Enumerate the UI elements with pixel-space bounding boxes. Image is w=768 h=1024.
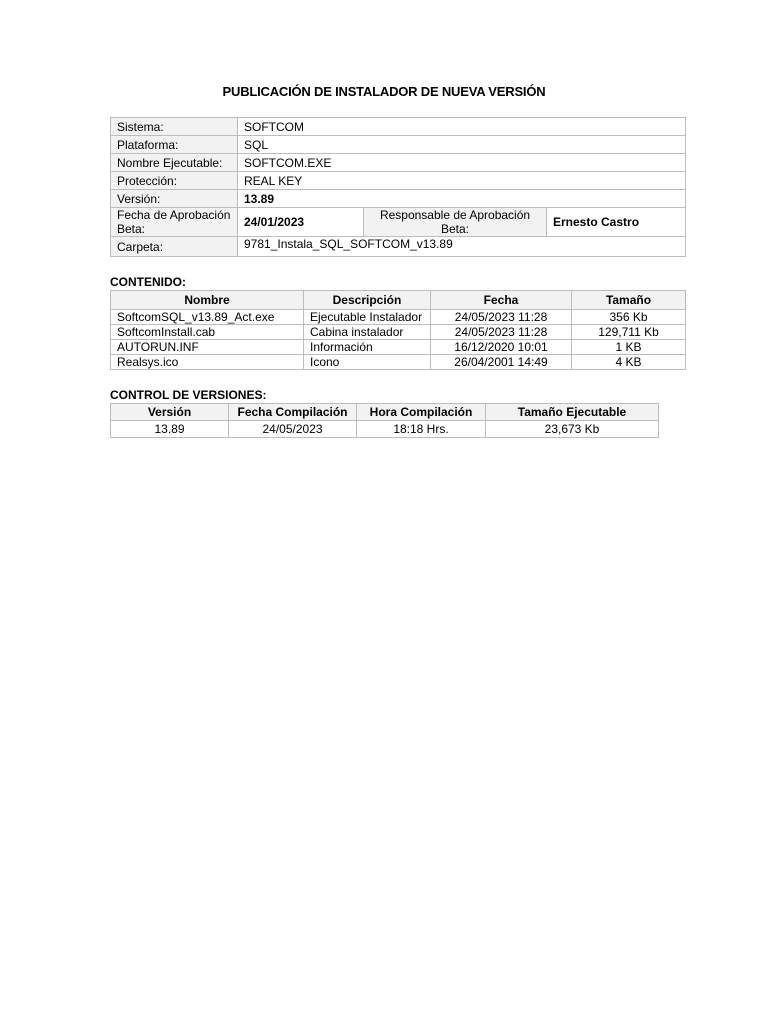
cell-hora-compilacion: 18:18 Hrs. bbox=[357, 421, 486, 438]
cell-nombre: SoftcomSQL_v13.89_Act.exe bbox=[111, 310, 304, 325]
col-version: Versión bbox=[111, 404, 229, 421]
control-heading: CONTROL DE VERSIONES: bbox=[110, 388, 267, 402]
plataforma-value: SQL bbox=[238, 136, 686, 154]
info-row-proteccion bbox=[111, 172, 686, 190]
col-tamano-ejecutable: Tamaño Ejecutable bbox=[486, 404, 659, 421]
contenido-table bbox=[110, 290, 686, 370]
col-tamano: Tamaño bbox=[572, 291, 686, 310]
col-hora-compilacion: Hora Compilación bbox=[357, 404, 486, 421]
fecha-aprobacion-label: Fecha de Aprobación Beta: bbox=[111, 208, 238, 237]
table-row bbox=[111, 310, 686, 325]
cell-version: 13.89 bbox=[111, 421, 229, 438]
responsable-label: Responsable de Aprobación Beta: bbox=[364, 208, 547, 237]
document-title: PUBLICACIÓN DE INSTALADOR DE NUEVA VERSIÓN bbox=[222, 84, 546, 99]
cell-fecha-compilacion: 24/05/2023 bbox=[229, 421, 357, 438]
cell-descripcion: Ejecutable Instalador bbox=[304, 310, 431, 325]
carpeta-value: 9781_Instala_SQL_SOFTCOM_v13.89 bbox=[238, 237, 686, 257]
cell-tamano: 356 Kb bbox=[572, 310, 686, 325]
cell-nombre: AUTORUN.INF bbox=[111, 340, 304, 355]
sistema-label: Sistema: bbox=[111, 118, 238, 136]
cell-descripcion: Icono bbox=[304, 355, 431, 370]
info-row-ejecutable bbox=[111, 154, 686, 172]
cell-descripcion: Información bbox=[304, 340, 431, 355]
col-fecha: Fecha bbox=[431, 291, 572, 310]
fecha-aprobacion-value: 24/01/2023 bbox=[238, 208, 364, 237]
proteccion-label: Protección: bbox=[111, 172, 238, 190]
responsable-value: Ernesto Castro bbox=[547, 208, 686, 237]
table-row bbox=[111, 340, 686, 355]
cell-fecha: 26/04/2001 14:49 bbox=[431, 355, 572, 370]
version-value: 13.89 bbox=[238, 190, 686, 208]
cell-nombre: Realsys.ico bbox=[111, 355, 304, 370]
info-row-sistema bbox=[111, 118, 686, 136]
cell-tamano: 1 KB bbox=[572, 340, 686, 355]
ejecutable-label: Nombre Ejecutable: bbox=[111, 154, 238, 172]
info-row-aprobacion bbox=[111, 208, 686, 237]
col-nombre: Nombre bbox=[111, 291, 304, 310]
contenido-header-row bbox=[111, 291, 686, 310]
table-row bbox=[111, 325, 686, 340]
cell-fecha: 16/12/2020 10:01 bbox=[431, 340, 572, 355]
control-versiones-table bbox=[110, 403, 659, 438]
cell-tamano: 129,711 Kb bbox=[572, 325, 686, 340]
cell-tamano: 4 KB bbox=[572, 355, 686, 370]
cell-fecha: 24/05/2023 11:28 bbox=[431, 310, 572, 325]
info-table bbox=[110, 117, 686, 257]
cell-tamano-ejecutable: 23,673 Kb bbox=[486, 421, 659, 438]
cell-fecha: 24/05/2023 11:28 bbox=[431, 325, 572, 340]
control-header-row bbox=[111, 404, 659, 421]
cell-descripcion: Cabina instalador bbox=[304, 325, 431, 340]
table-row bbox=[111, 355, 686, 370]
info-row-carpeta bbox=[111, 237, 686, 257]
table-row bbox=[111, 421, 659, 438]
ejecutable-value: SOFTCOM.EXE bbox=[238, 154, 686, 172]
version-label: Versión: bbox=[111, 190, 238, 208]
cell-nombre: SoftcomInstall.cab bbox=[111, 325, 304, 340]
info-row-plataforma bbox=[111, 136, 686, 154]
proteccion-value: REAL KEY bbox=[238, 172, 686, 190]
contenido-heading: CONTENIDO: bbox=[110, 275, 186, 289]
carpeta-label: Carpeta: bbox=[111, 237, 238, 257]
sistema-value: SOFTCOM bbox=[238, 118, 686, 136]
col-descripcion: Descripción bbox=[304, 291, 431, 310]
col-fecha-compilacion: Fecha Compilación bbox=[229, 404, 357, 421]
plataforma-label: Plataforma: bbox=[111, 136, 238, 154]
info-row-version bbox=[111, 190, 686, 208]
